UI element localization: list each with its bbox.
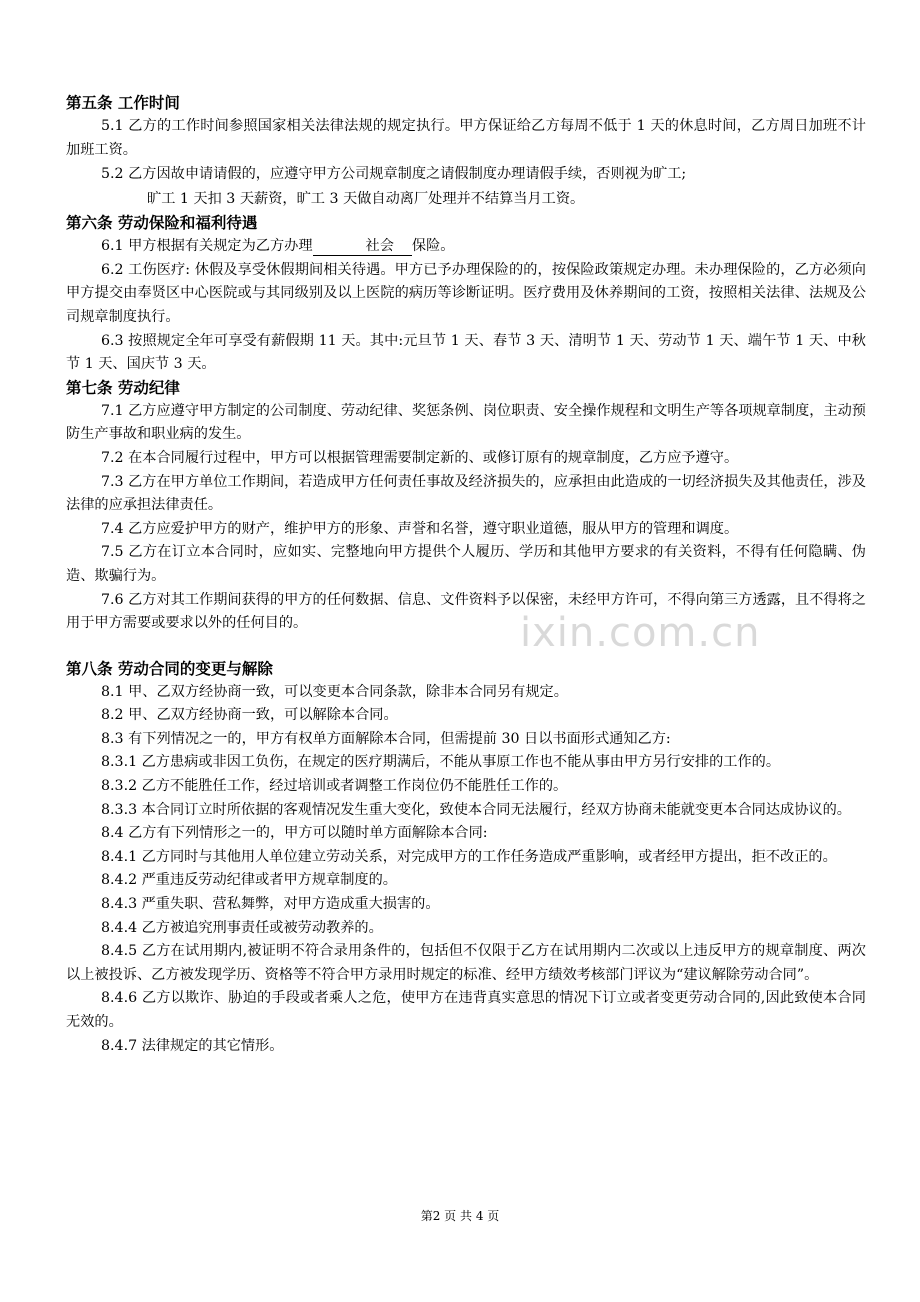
section-title: 第七条 劳动纪律 <box>66 378 180 397</box>
clause-6-1-prefix: 6.1 甲方根据有关规定为乙方办理 <box>101 238 313 255</box>
section-7 <box>66 377 866 636</box>
clause-7-4: 7.4 乙方应爱护甲方的财产，维护甲方的形象、声誉和名誉，遵守职业道德，服从甲方的管理和调度。 <box>101 520 739 537</box>
page-number: 第2 页 共 4 页 <box>420 1209 500 1223</box>
clause-8-4: 8.4 乙方有下列情形之一的，甲方可以随时单方面解除本合同: <box>101 825 488 842</box>
clause-8-4-6: 8.4.6 乙方以欺诈、胁迫的手段或者乘人之危，使甲方在违背真实意思的情况下订立或者变更劳动合同的,因此致使本合同无效的。 <box>66 990 866 1030</box>
insurance-type-blank: 社会 <box>313 237 412 256</box>
clause-8-1: 8.1 甲、乙双方经协商一致，可以变更本合同条款，除非本合同另有规定。 <box>101 683 568 700</box>
clause-8-4-7: 8.4.7 法律规定的其它情形。 <box>101 1037 284 1054</box>
clause-8-4-5: 8.4.5 乙方在试用期内,被证明不符合录用条件的，包括但不仅限于乙方在试用期内二次或以上违反甲方的规章制度、两次以上被投诉、乙方被发现学历、资格等不符合甲方录用时规定的标准、经甲方绩效考核部门评议为“建议解除劳动合同”。 <box>66 943 866 983</box>
section-8 <box>66 658 866 1059</box>
clause-7-2: 7.2 在本合同履行过程中，甲方可以根据管理需要制定新的、或修订原有的规章制度，乙方应予遵守。 <box>101 449 739 466</box>
document-body <box>66 92 866 1058</box>
watermark: ixin.com.cn <box>520 610 761 656</box>
clause-7-1: 7.1 乙方应遵守甲方制定的公司制度、劳动纪律、奖惩条例、岗位职责、安全操作规程和文明生产等各项规章制度，主动预防生产事故和职业病的发生。 <box>66 402 866 443</box>
clause-8-2: 8.2 甲、乙双方经协商一致，可以解除本合同。 <box>101 707 398 724</box>
clause-5-2-line-2: 旷工 1 天扣 3 天薪资，旷工 3 天做自动离厂处理并不结算当月工资。 <box>147 191 585 208</box>
section-5 <box>66 92 866 212</box>
clause-7-5: 7.5 乙方在订立本合同时，应如实、完整地向甲方提供个人履历、学历和其他甲方要求的有关资料，不得有任何隐瞒、伪造、欺骗行为。 <box>66 544 866 584</box>
clause-6-1 <box>66 235 866 259</box>
clause-8-3: 8.3 有下列情况之一的，甲方有权单方面解除本合同，但需提前 30 日以书面形式通知乙方: <box>101 730 671 747</box>
clause-5-1: 5.1 乙方的工作时间参照国家相关法律法规的规定执行。甲方保证给乙方每周不低于 1 天的休息时间，乙方周日加班不计加班工资。 <box>66 118 866 158</box>
clause-5-2-line-1: 5.2 乙方因故申请请假的，应遵守甲方公司规章制度之请假制度办理请假手续，否则视为旷工; <box>101 166 687 183</box>
section-6 <box>66 212 866 377</box>
clause-8-4-2: 8.4.2 严重违反劳动纪律或者甲方规章制度的。 <box>101 872 397 889</box>
clause-8-3-3: 8.3.3 本合同订立时所依据的客观情况发生重大变化，致使本合同无法履行，经双方协商未能就变更本合同达成协议的。 <box>101 801 851 818</box>
clause-8-4-1: 8.4.1 乙方同时与其他用人单位建立劳动关系，对完成甲方的工作任务造成严重影响，或者经甲方提出，拒不改正的。 <box>101 848 837 865</box>
clause-8-4-4: 8.4.4 乙方被追究刑事责任或被劳动教养的。 <box>101 919 383 936</box>
section-title: 第五条 工作时间 <box>66 94 180 112</box>
clause-6-3: 6.3 按照规定全年可享受有薪假期 11 天。其中:元旦节 1 天、春节 3 天、清明节 1 天、劳动节 1 天、端午节 1 天、中秋节 1 天、国庆节 3 天。 <box>66 332 866 373</box>
section-title: 第八条 劳动合同的变更与解除 <box>66 659 273 678</box>
section-spacer <box>66 636 866 658</box>
clause-8-4-3: 8.4.3 严重失职、营私舞弊，对甲方造成重大损害的。 <box>101 896 440 913</box>
clause-6-1-suffix: 保险。 <box>411 238 455 255</box>
clause-8-3-2: 8.3.2 乙方不能胜任工作，经过培训或者调整工作岗位仍不能胜任工作的。 <box>101 778 568 795</box>
clause-8-3-1: 8.3.1 乙方患病或非因工负伤，在规定的医疗期满后，不能从事原工作也不能从事由甲方另行安排的工作的。 <box>101 754 781 771</box>
clause-7-3: 7.3 乙方在甲方单位工作期间，若造成甲方任何责任事故及经济损失的，应承担由此造成的一切经济损失及其他责任，涉及法律的应承担法律责任。 <box>66 473 866 514</box>
clause-7-6: 7.6 乙方对其工作期间获得的甲方的任何数据、信息、文件资料予以保密，未经甲方许可，不得向第三方透露，且不得将之用于甲方需要或要求以外的任何目的。 <box>66 591 866 632</box>
clause-6-2: 6.2 工伤医疗: 休假及享受休假期间相关待遇。甲方已予办理保险的的，按保险政策规定办理。未办理保险的，乙方必须向甲方提交由奉贤区中心医院或与其同级别及以上医院的病历等诊断证明。医疗费用及休养期间的工资，按照相关法律、法规及公司规章制度执行。 <box>66 261 866 325</box>
section-title: 第六条 劳动保险和福利待遇 <box>66 214 258 233</box>
